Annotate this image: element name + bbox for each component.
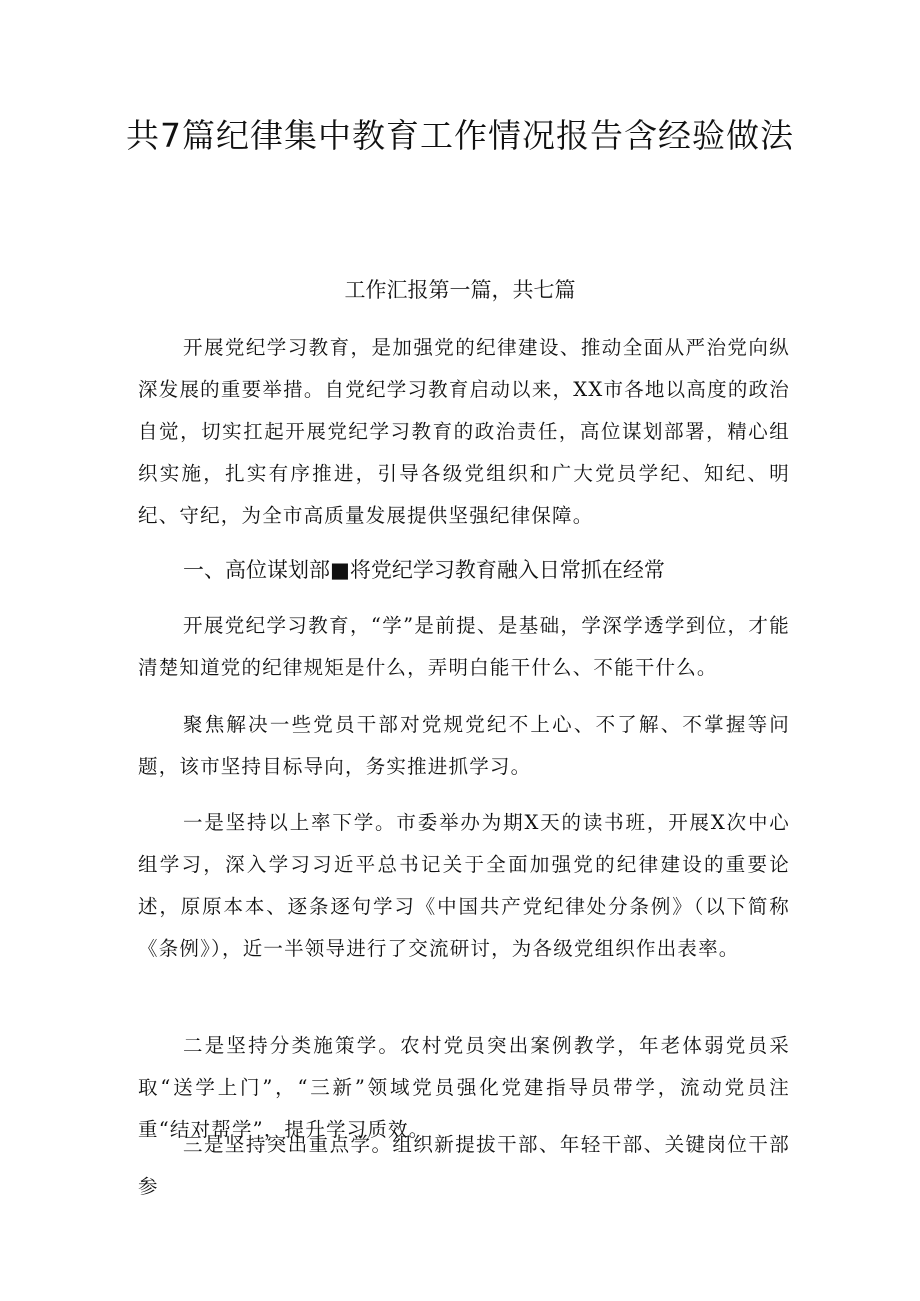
- paragraph-2: 聚焦解决一些党员干部对党规党纪不上心、不了解、不掌握等问题，该市坚持目标导向，务实推进抓学习。: [138, 713, 790, 778]
- paragraph-5: 三是坚持突出重点学。组织新提拔干部、年轻干部、关键岗位干部参: [138, 1133, 790, 1198]
- intro-paragraph: 开展党纪学习教育，是加强党的纪律建设、推动全面从严治党向纵深发展的重要举措。自党纪学习教育启动以来，XX市各地以高度的政治自觉，切实扛起开展党纪学习教育的政治责任，高位谋划部署，精心组织实施，扎实有序推进，引导各级党组织和广大党员学纪、知纪、明纪、守纪，为全市高质量发展提供坚强纪律保障。: [138, 336, 790, 527]
- paragraph-1: 开展党纪学习教育，“学”是前提、是基础，学深学透学到位，才能清楚知道党的纪律规矩是什么，弄明白能干什么、不能干什么。: [138, 614, 790, 679]
- paragraph-4: 二是坚持分类施策学。农村党员突出案例教学，年老体弱党员采取“送学上门”，“三新”领域党员强化党建指导员带学，流动党员注重“结对帮学”，提升学习质效。: [138, 1034, 790, 1141]
- document-title: 共7篇纪律集中教育工作情况报告含经验做法: [126, 116, 794, 155]
- section-title: 工作汇报第一篇，共七篇: [344, 278, 576, 302]
- paragraph-3: 一是坚持以上率下学。市委举办为期X天的读书班，开展X次中心组学习，深入学习习近平总书记关于全面加强党的纪律建设的重要论述，原原本本、逐条逐句学习《中国共产党纪律处分条例》（以下简称《条例》），近一半领导进行了交流研讨，为各级党组织作出表率。: [138, 811, 790, 960]
- heading-1: 一、高位谋划部■将党纪学习教育融入日常抓在经常: [183, 558, 665, 582]
